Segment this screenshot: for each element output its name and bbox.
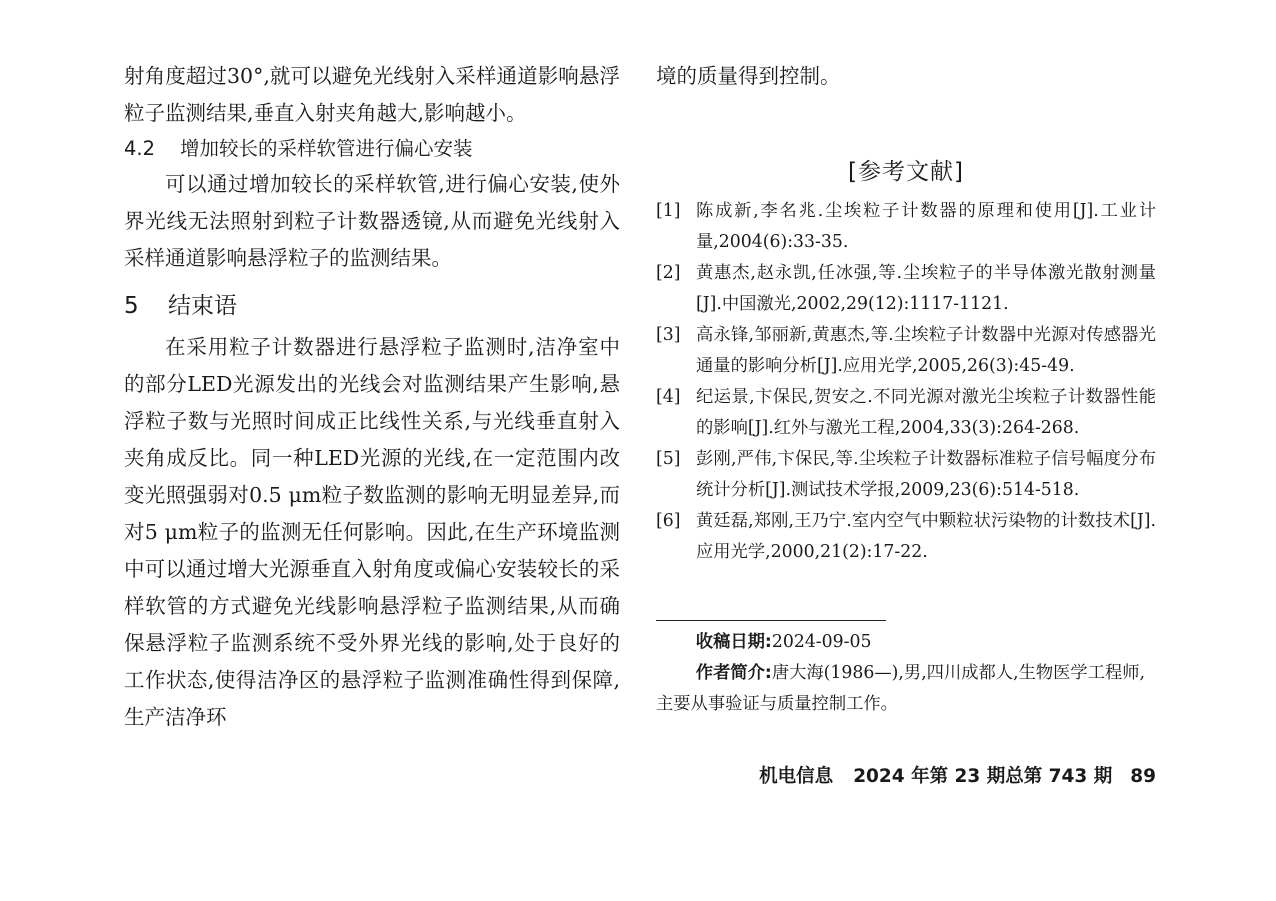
section-number: 4.2 xyxy=(124,137,156,160)
reference-text: 黄廷磊,郑刚,王乃宁.室内空气中颗粒状污染物的计数技术[J].应用光学,2000,21(2):17-22. xyxy=(696,511,1156,562)
received-date-label: 收稿日期: xyxy=(695,632,772,652)
reference-text: 彭刚,严伟,卞保民,等.尘埃粒子计数器标准粒子信号幅度分布统计分析[J].测试技术学报,2009,23(6):514-518. xyxy=(696,449,1156,500)
left-column xyxy=(124,58,620,736)
page-footer xyxy=(759,762,1156,788)
reference-item xyxy=(656,444,1156,506)
reference-text: 陈成新,李名兆.尘埃粒子计数器的原理和使用[J].工业计量,2004(6):33-35. xyxy=(696,201,1156,252)
section-5-body: 在采用粒子计数器进行悬浮粒子监测时,洁净室中的部分LED光源发出的光线会对监测结果产生影响,悬浮粒子数与光照时间成正比线性关系,与光线垂直射入夹角成反比。同一种LED光源的光线,在一定范围内改变光照强弱对0.5 μm粒子数监测的影响无明显差异,而对5 μm粒子的监测无任何影响。因此,在生产环境监测中可以通过增大光源垂直入射角度或偏心安装较长的采样软管的方式避免光线影响悬浮粒子监测结果,从而确保悬浮粒子监测系统不受外界光线的影响,处于良好的工作状态,使得洁净区的悬浮粒子监测准确性得到保障,生产洁净环 xyxy=(124,335,620,729)
section-number: 5 xyxy=(124,293,139,319)
received-date-note xyxy=(656,627,1156,658)
page-number: 89 xyxy=(1130,766,1156,787)
reference-text: 黄惠杰,赵永凯,任冰强,等.尘埃粒子的半导体激光散射测量[J].中国激光,2002,29(12):1117-1121. xyxy=(696,263,1156,314)
references-title: [参考文献] xyxy=(848,159,964,185)
reference-number: [3] xyxy=(656,325,681,345)
journal-name: 机电信息 xyxy=(759,766,834,787)
section-4-2-body: 可以通过增加较长的采样软管,进行偏心安装,使外界光线无法照射到粒子计数器透镜,从而避免光线射入采样通道影响悬浮粒子的监测结果。 xyxy=(124,172,620,270)
reference-number: [1] xyxy=(656,201,681,221)
section-title: 结束语 xyxy=(168,293,237,319)
section-heading-5 xyxy=(124,287,620,325)
section-title: 增加较长的采样软管进行偏心安装 xyxy=(180,137,473,160)
reference-item xyxy=(656,258,1156,320)
reference-number: [2] xyxy=(656,263,681,283)
continued-paragraph: 境的质量得到控制。 xyxy=(656,64,841,88)
footnote-divider xyxy=(656,620,886,621)
reference-text: 纪运景,卞保民,贺安之.不同光源对激光尘埃粒子计数器性能的影响[J].红外与激光工程,2004,33(3):264-268. xyxy=(696,387,1156,438)
reference-item xyxy=(656,196,1156,258)
author-value: 唐大海(1986—),男,四川成都人,生物医学工程师,主要从事验证与质量控制工作。 xyxy=(656,663,1146,714)
continued-paragraph: 射角度超过30°,就可以避免光线射入采样通道影响悬浮粒子监测结果,垂直入射夹角越大,影响越小。 xyxy=(124,64,620,125)
author-note xyxy=(656,658,1156,720)
right-column xyxy=(656,58,1156,720)
reference-item xyxy=(656,320,1156,382)
reference-number: [4] xyxy=(656,387,681,407)
author-label: 作者简介: xyxy=(695,663,772,683)
reference-number: [5] xyxy=(656,449,681,469)
reference-item xyxy=(656,382,1156,444)
issue-info: 2024 年第 23 期总第 743 期 xyxy=(853,766,1113,787)
reference-text: 高永锋,邹丽新,黄惠杰,等.尘埃粒子计数器中光源对传感器光通量的影响分析[J].应用光学,2005,26(3):45-49. xyxy=(696,325,1156,376)
received-date-value: 2024-09-05 xyxy=(771,632,872,652)
reference-number: [6] xyxy=(656,511,681,531)
section-heading-4-2 xyxy=(124,132,620,166)
references-list xyxy=(656,196,1156,568)
reference-item xyxy=(656,506,1156,568)
